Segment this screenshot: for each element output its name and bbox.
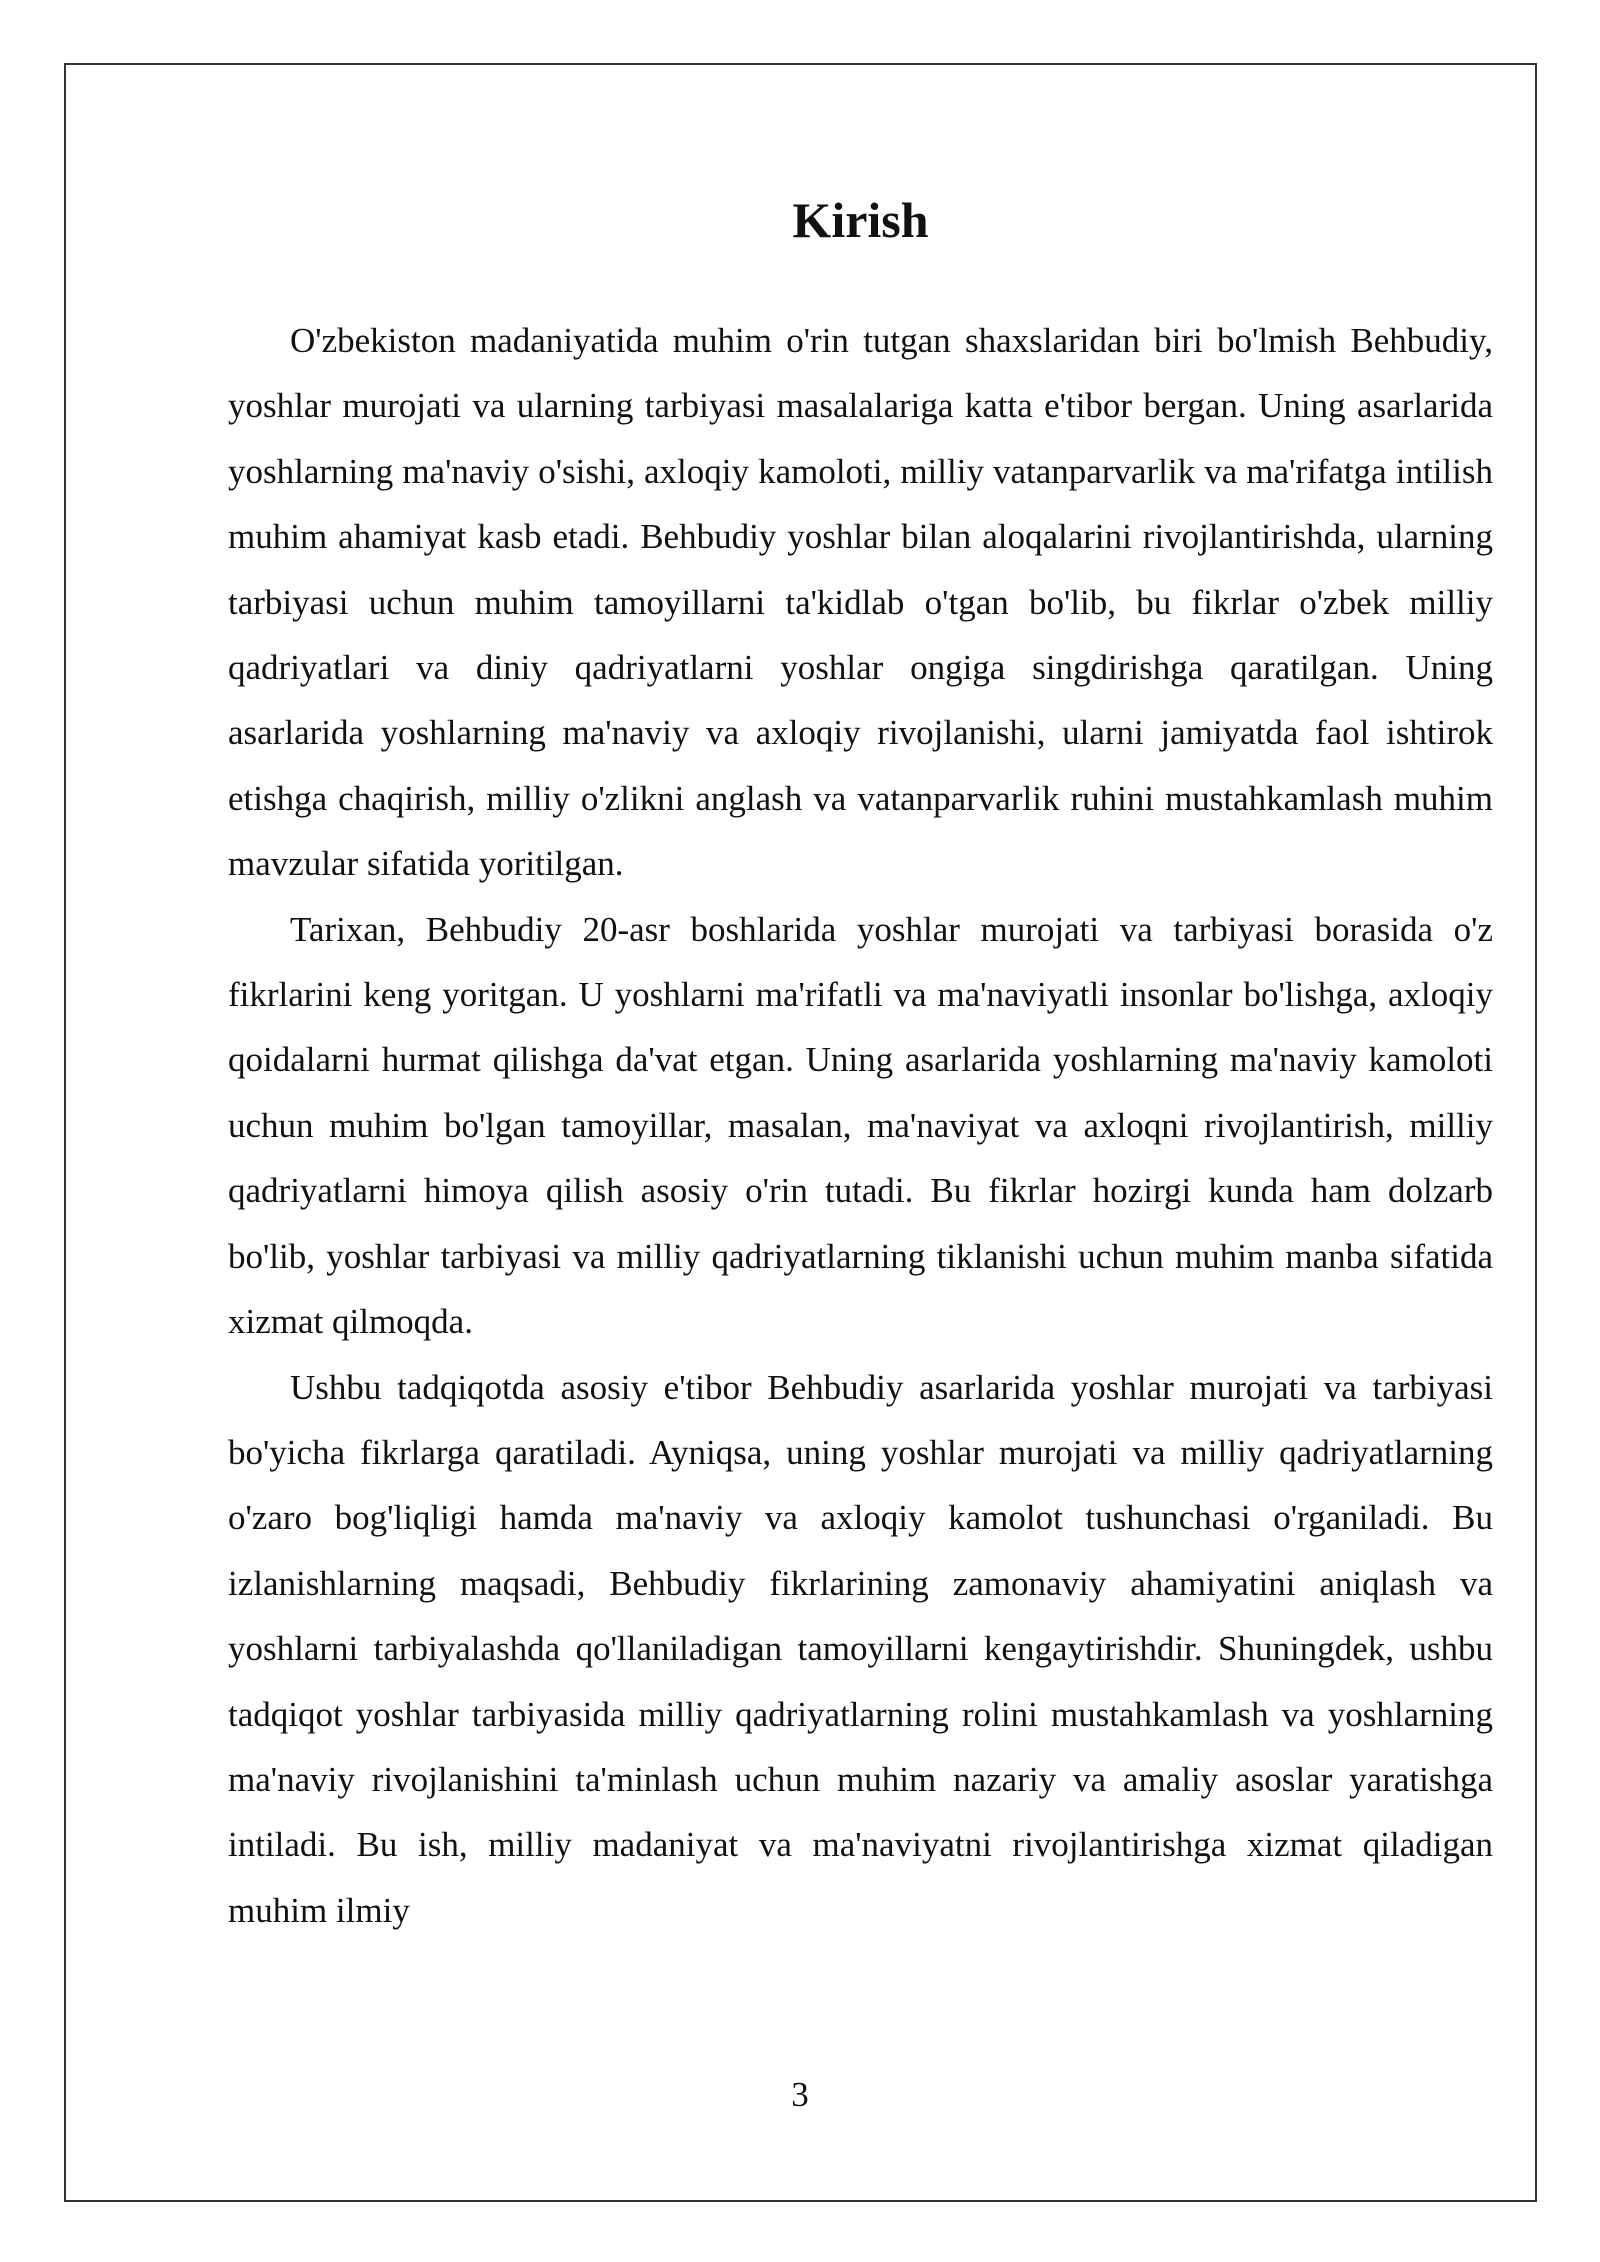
paragraph-1: O'zbekiston madaniyatida muhim o'rin tutgan shaxslaridan biri bo'lmish Behbudiy, yoshlar murojati va ularning tarbiyasi masalalariga katta e'tibor bergan. Uning asarlarida yoshlarning ma'naviy o'sishi, axloqiy kamoloti, milliy vatanparvarlik va ma'rifatga intilish muhim ahamiyat kasb etadi. Behbudiy yoshlar bilan aloqalarini rivojlantirishda, ularning tarbiyasi uchun muhim tamoyillarni ta'kidlab o'tgan bo'lib, bu fikrlar o'zbek milliy qadriyatlari va diniy qadriyatlarni yoshlar ongiga singdirishga qaratilgan. Uning asarlarida yoshlarning ma'naviy va axloqiy rivojlanishi, ularni jamiyatda faol ishtirok etishga chaqirish, milliy o'zlikni anglash va vatanparvarlik ruhini mustahkamlash muhim mavzular sifatida yoritilgan. xyxy=(228,321,1493,884)
paragraph-2: Tarixan, Behbudiy 20-asr boshlarida yoshlar murojati va tarbiyasi borasida o'z fikrlarini keng yoritgan. U yoshlarni ma'rifatli va ma'naviyatli insonlar bo'lishga, axloqiy qoidalarni hurmat qilishga da'vat etgan. Uning asarlarida yoshlarning ma'naviy kamoloti uchun muhim bo'lgan tamoyillar, masalan, ma'naviyat va axloqni rivojlantirish, milliy qadriyatlarni himoya qilish asosiy o'rin tutadi. Bu fikrlar hozirgi kunda ham dolzarb bo'lib, yoshlar tarbiyasi va milliy qadriyatlarning tiklanishi uchun muhim manba sifatida xizmat qilmoqda. xyxy=(228,909,1493,1342)
paragraph-3: Ushbu tadqiqotda asosiy e'tibor Behbudiy asarlarida yoshlar murojati va tarbiyasi bo'yicha fikrlarga qaratiladi. Ayniqsa, uning yoshlar murojati va milliy qadriyatlarning o'zaro bog'liqligi hamda ma'naviy va axloqiy kamolot tushunchasi o'rganiladi. Bu izlanishlarning maqsadi, Behbudiy fikrlarining zamonaviy ahamiyatini aniqlash va yoshlarni tarbiyalashda qo'llaniladigan tamoyillarni kengaytirishdir. Shuningdek, ushbu tadqiqot yoshlar tarbiyasida milliy qadriyatlarning rolini mustahkamlash va yoshlarning ma'naviy rivojlanishini ta'minlash uchun muhim nazariy va amaliy asoslar yaratishga intiladi. Bu ish, milliy madaniyat va ma'naviyatni rivojlantirishga xizmat qiladigan muhim ilmiy xyxy=(228,1367,1493,1930)
page-title: Kirish xyxy=(792,192,929,248)
page-content xyxy=(228,190,1493,1943)
page-number: 3 xyxy=(791,2075,809,2114)
